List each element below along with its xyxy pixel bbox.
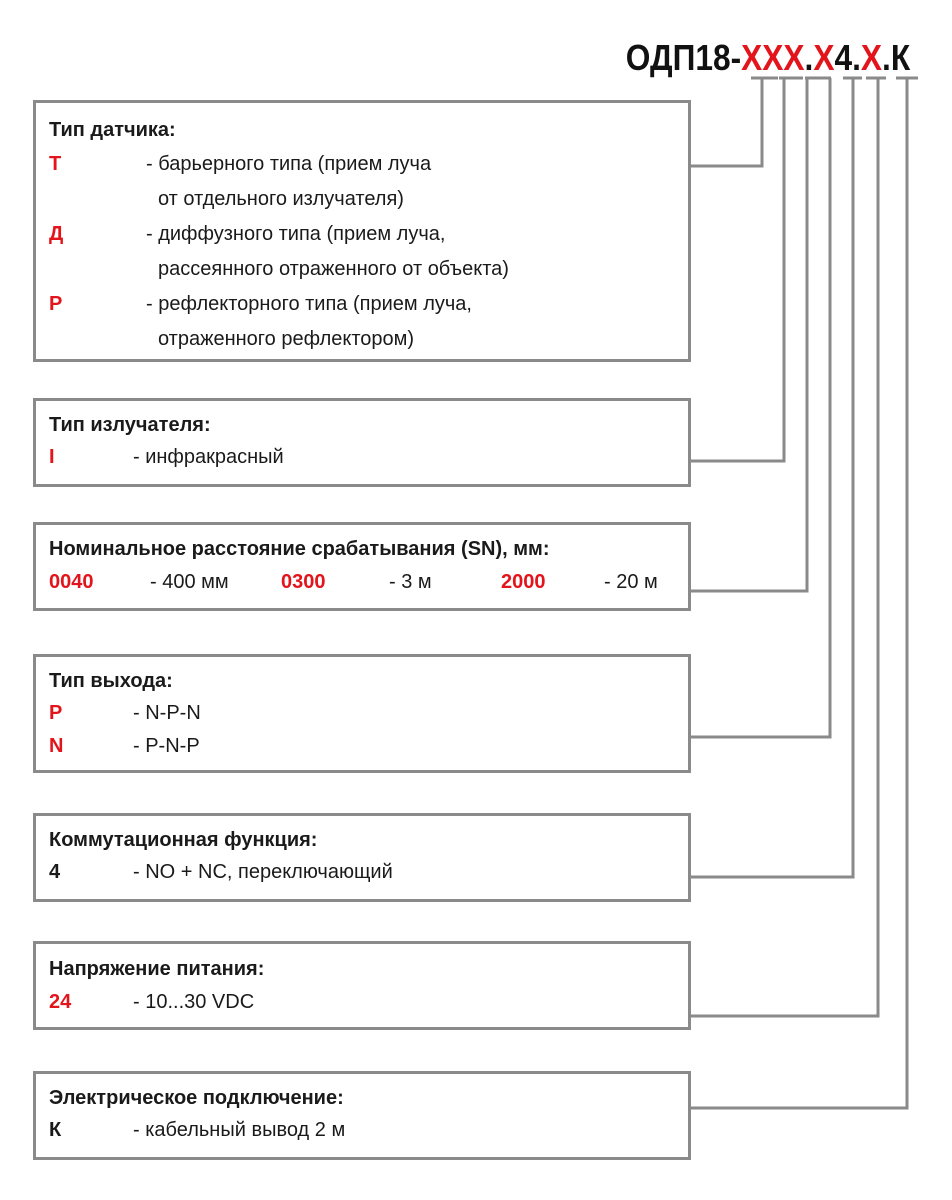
- sensor-type-desc-r-line1: - рефлекторного типа (прием луча,: [146, 293, 472, 315]
- switching-function-key-4: 4: [49, 861, 61, 883]
- sensor-type-title: Тип датчика:: [49, 119, 176, 141]
- connector-sensing-distance: [691, 78, 807, 591]
- sensor-type-key-d: Д: [49, 223, 64, 245]
- sensing-distance-box: [33, 522, 691, 611]
- distance-desc-0300: - 3 м: [389, 571, 432, 593]
- emitter-type-key-i: I: [49, 446, 55, 468]
- supply-voltage-desc-24: - 10...30 VDC: [133, 991, 255, 1013]
- electrical-connection-box: [33, 1071, 691, 1160]
- output-type-box: [33, 654, 691, 773]
- code-connection-char: .К: [881, 37, 910, 78]
- code-output-type-char: Х: [813, 37, 835, 78]
- emitter-type-box: [33, 398, 691, 487]
- connector-output-type: [691, 78, 830, 737]
- code-emitter-type-char: Х: [762, 37, 784, 78]
- supply-voltage-box: [33, 941, 691, 1030]
- supply-voltage-key-24: 24: [49, 991, 72, 1013]
- code-switching-function-char: 4.: [834, 37, 861, 78]
- sensor-type-desc-d-line1: - диффузного типа (прием луча,: [146, 223, 446, 245]
- sensor-type-desc-t-line1: - барьерного типа (прием луча: [146, 153, 432, 175]
- sensor-type-key-r: Р: [49, 293, 63, 315]
- supply-voltage-title: Напряжение питания:: [49, 958, 265, 980]
- distance-desc-2000: - 20 м: [604, 571, 658, 593]
- sensor-type-box: [33, 100, 691, 362]
- connector-emitter-type: [691, 78, 784, 461]
- connector-sensor-type: [691, 78, 762, 166]
- sensing-distance-title: Номинальное расстояние срабатывания (SN), мм:: [49, 538, 550, 560]
- code-supply-voltage-char: Х: [860, 37, 882, 78]
- code-dot-1: .: [804, 37, 814, 78]
- output-type-key-p: P: [49, 702, 63, 724]
- sensor-type-desc-t-line2: от отдельного излучателя): [158, 188, 404, 210]
- code-sensor-type-char: Х: [740, 37, 763, 78]
- distance-key-2000: 2000: [501, 571, 546, 593]
- switching-function-desc-4: - NO + NC, переключающий: [133, 861, 393, 883]
- emitter-type-desc-i: - инфракрасный: [133, 446, 284, 468]
- electrical-connection-key-k: К: [49, 1119, 62, 1141]
- output-type-desc-n: - P-N-P: [133, 735, 200, 757]
- sensor-type-key-t: Т: [49, 153, 62, 175]
- code-distance-char: Х: [783, 37, 805, 78]
- switching-function-box: [33, 813, 691, 902]
- output-type-key-n: N: [49, 735, 64, 757]
- sensor-type-desc-d-line2: рассеянного отраженного от объекта): [158, 258, 509, 280]
- code-prefix: ОДП18-: [625, 37, 741, 78]
- output-type-desc-p: - N-P-N: [133, 702, 201, 724]
- sensor-type-desc-r-line2: отраженного рефлектором): [158, 328, 415, 350]
- electrical-connection-title: Электрическое подключение:: [49, 1087, 344, 1109]
- distance-key-0300: 0300: [281, 571, 326, 593]
- electrical-connection-desc-k: - кабельный вывод 2 м: [133, 1119, 346, 1141]
- distance-key-0040: 0040: [49, 571, 94, 593]
- switching-function-title: Коммутационная функция:: [49, 829, 318, 851]
- connector-electrical-connection: [691, 78, 907, 1108]
- distance-desc-0040: - 400 мм: [150, 571, 229, 593]
- emitter-type-title: Тип излучателя:: [49, 414, 211, 436]
- output-type-title: Тип выхода:: [49, 670, 173, 692]
